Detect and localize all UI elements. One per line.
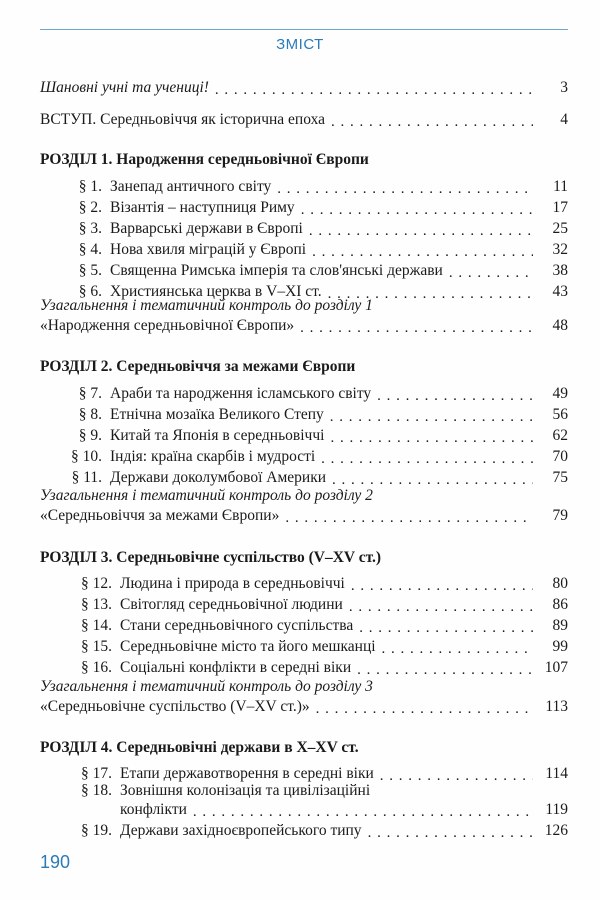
section-number: § 14. [81,617,112,634]
toc-entry-summary[interactable] [40,504,568,526]
page-ref: 79 [552,507,568,524]
toc-entry-section[interactable] [58,819,568,841]
section-number: § 5. [78,262,102,279]
entry-label: ВСТУП. Середньовіччя як історична епоха [40,111,326,128]
leader-dots [449,271,533,277]
leader-dots [193,810,533,816]
section-title: Зовнішня колонізація та цивілізаційні [120,782,371,799]
leader-dots [300,326,533,332]
section-title: Священна Римська імперія та слов'янські держави [110,262,443,279]
section-title: Етнічна мозаїка Великого Степу [110,406,324,423]
leader-dots [316,707,533,713]
page-ref: 4 [560,111,568,128]
section-title: Держави доколумбової Америки [110,469,327,486]
page-ref: 75 [552,469,568,486]
section-title: Християнська церква в V–XI ст. [110,283,322,300]
summary-title: «Середньовіччя за межами Європи» [40,507,280,524]
section-number: § 8. [78,406,102,423]
page-ref: 99 [552,638,568,655]
toc-entry-section[interactable] [58,196,568,218]
page-ref: 56 [552,406,568,423]
toc-entry-section[interactable] [58,403,568,425]
section-title: Середньовічне місто та його мешканці [120,638,376,655]
section-number: § 18. [81,782,112,799]
page-ref: 38 [552,262,568,279]
toc-entry-section[interactable] [58,656,568,678]
toc-entry-section[interactable] [58,572,568,594]
page-ref: 62 [552,427,568,444]
page-ref: 25 [552,220,568,237]
leader-dots [368,831,533,837]
summary-title: «Народження середньовічної Європи» [40,317,295,334]
toc-entry-section[interactable] [58,238,568,260]
summary-line: Узагальнення і тематичний контроль до розділу 2 [40,487,373,504]
leader-dots [380,774,533,780]
section-title: Світогляд середньовічної людини [120,596,343,613]
leader-dots [309,229,533,235]
leader-dots [349,605,533,611]
leader-dots [332,478,533,484]
section-number: § 4. [78,241,102,258]
leader-dots [277,187,533,193]
toc-entry-intro[interactable] [40,108,568,130]
section-number: § 16. [81,659,112,676]
toc-entry-section[interactable] [58,635,568,657]
section-title: Варварські держави в Європі [110,220,303,237]
leader-dots [382,647,533,653]
page-ref: 126 [544,822,568,839]
summary-title: «Середньовічне суспільство (V–XV ст.)» [40,698,310,715]
toc-entry-section[interactable] [58,175,568,197]
page-ref: 89 [552,617,568,634]
summary-line: Узагальнення і тематичний контроль до розділу 3 [40,678,373,695]
toc-heading: ЗМІСТ [276,36,324,53]
page-number: 190 [40,852,71,872]
page-ref: 119 [545,801,568,818]
leader-dots [377,394,533,400]
leader-dots [312,250,533,256]
section-number: § 10. [71,448,102,465]
page-ref: 107 [544,659,568,676]
toc-entry-section[interactable] [58,593,568,615]
section-title: Китай та Японія в середньовіччі [110,427,325,444]
page-ref: 48 [552,317,568,334]
toc-entry-summary[interactable] [40,695,568,717]
section-number: § 19. [81,822,112,839]
section-title: Людина і природа в середньовіччі [120,575,345,592]
section-number: § 17. [81,765,112,782]
toc-entry-section-continued[interactable] [58,798,568,820]
section-title: Етапи державотворення в середні віки [120,765,374,782]
entry-label: Шановні учні та учениці! [40,79,209,96]
chapter-title[interactable]: РОЗДІЛ 4. Середньовічні держави в X–XV ст. [40,739,359,756]
section-number: § 3. [78,220,102,237]
toc-entry-summary[interactable] [40,314,568,336]
section-title: Соціальні конфлікти в середні віки [120,659,352,676]
section-title: Держави західноєвропейського типу [120,822,362,839]
top-rule [40,29,568,30]
section-title: Візантія – наступниця Риму [110,199,295,216]
leader-dots [331,120,533,126]
page-ref: 17 [552,199,568,216]
chapter-title[interactable]: РОЗДІЛ 1. Народження середньовічної Європи [40,151,369,168]
toc-entry-section[interactable] [58,466,568,488]
page-ref: 70 [552,448,568,465]
toc-entry-section[interactable] [58,424,568,446]
leader-dots [359,626,533,632]
page-ref: 113 [545,698,568,715]
page-ref: 11 [553,178,568,195]
section-number: § 13. [81,596,112,613]
toc-entry-greeting[interactable] [40,76,568,98]
leader-dots [215,88,533,94]
section-title: Занепад античного світу [110,178,272,195]
section-title: Стани середньовічного суспільства [120,617,354,634]
page-ref: 114 [545,765,568,782]
leader-dots [357,668,533,674]
chapter-title[interactable]: РОЗДІЛ 2. Середньовіччя за межами Європи [40,358,356,375]
leader-dots [330,415,533,421]
chapter-title[interactable]: РОЗДІЛ 3. Середньовічне суспільство (V–XV ст.) [40,549,382,566]
section-number: § 9. [78,427,102,444]
leader-dots [351,584,533,590]
toc-entry-section[interactable] [58,614,568,636]
section-number: § 11. [71,469,102,486]
toc-entry-section[interactable] [58,259,568,281]
section-number: § 15. [81,638,112,655]
page-ref: 43 [552,283,568,300]
section-number: § 12. [81,575,112,592]
summary-line: Узагальнення і тематичний контроль до розділу 1 [40,297,373,314]
page-ref: 32 [552,241,568,258]
page-ref: 49 [552,385,568,402]
section-number: § 7. [78,385,102,402]
page-ref: 3 [560,79,568,96]
toc-entry-section[interactable] [58,217,568,239]
page-ref: 80 [552,575,568,592]
section-title: Індія: країна скарбів і мудрості [110,448,316,465]
leader-dots [321,457,533,463]
section-number: § 2. [78,199,102,216]
leader-dots [285,516,533,522]
section-title: Араби та народження ісламського світу [110,385,372,402]
section-title-continued: конфлікти [120,801,187,818]
toc-entry-section[interactable] [58,382,568,404]
page-ref: 86 [552,596,568,613]
section-number: § 6. [78,283,102,300]
section-title: Нова хвиля міграцій у Європі [110,241,307,258]
toc-entry-section[interactable] [58,445,568,467]
leader-dots [301,208,533,214]
section-number: § 1. [78,178,102,195]
leader-dots [330,436,533,442]
